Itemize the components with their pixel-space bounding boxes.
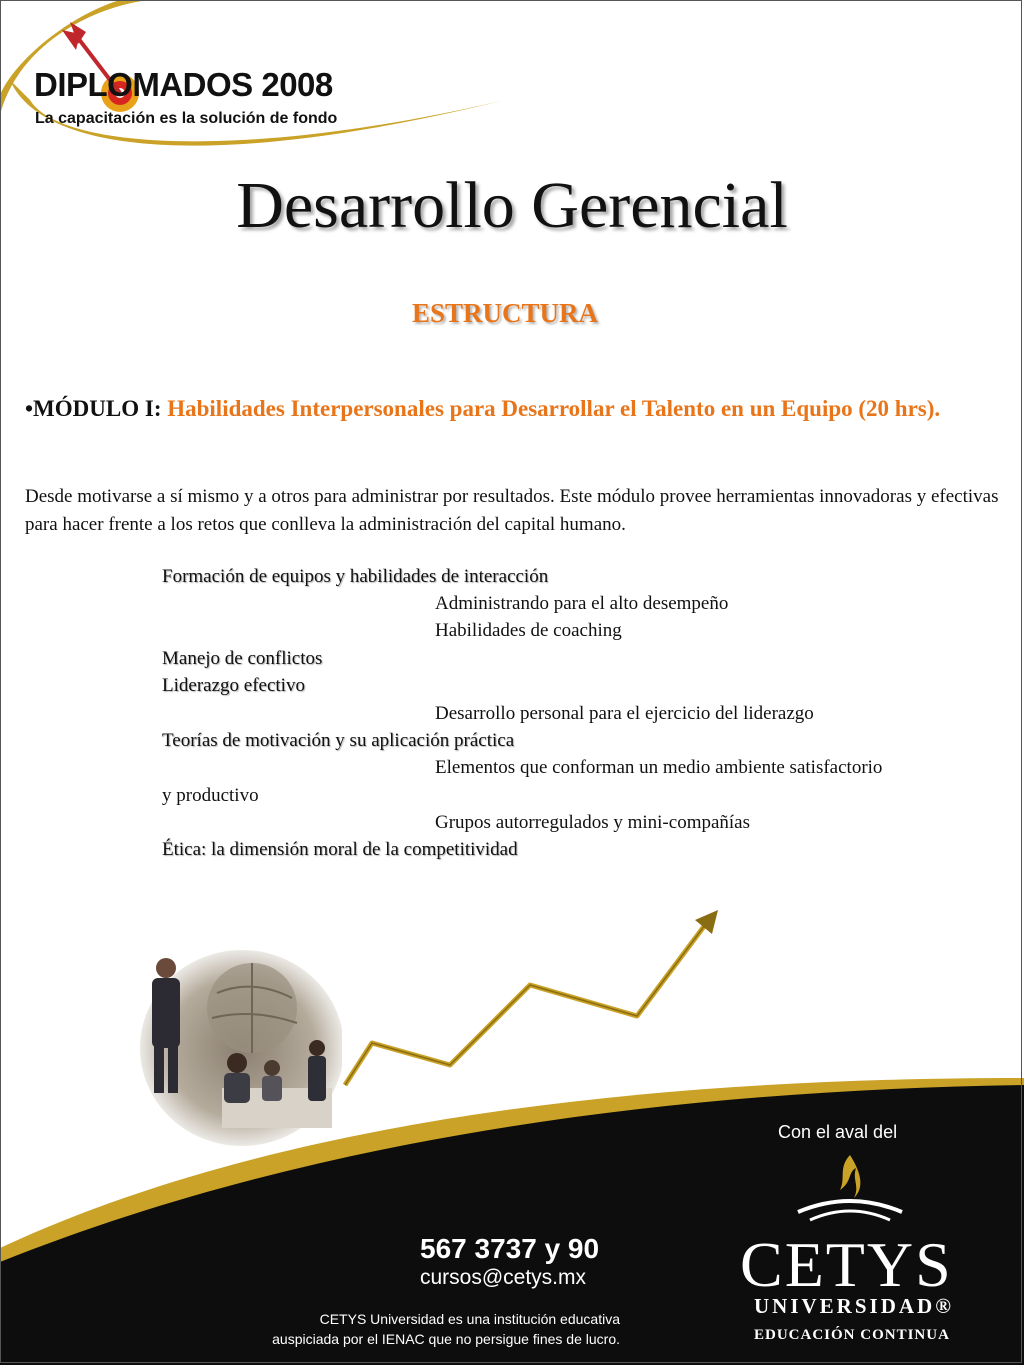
cetys-universidad: UNIVERSIDAD® [754, 1294, 954, 1318]
module-label: •MÓDULO I [25, 396, 154, 421]
subtopic-item: Habilidades de coaching [435, 620, 622, 641]
disclaimer-line: auspiciada por el IENAC que no persigue fines de lucro. [272, 1331, 620, 1347]
module-heading [25, 393, 1000, 425]
endorsement-label: Con el aval del [778, 1122, 898, 1142]
topic-item: Manejo de conflictos [162, 648, 323, 669]
page-title: Desarrollo Gerencial [236, 169, 788, 242]
module-description: Desde motivarse a sí mismo y a otros para administrar por resultados. Este módulo provee herramientas innovadoras y efectivas para hacer frente a los retos que conlleva la administración del capital humano. [25, 486, 999, 535]
subtopic-item: Desarrollo personal para el ejercicio del liderazgo [435, 703, 814, 724]
section-title: ESTRUCTURA [411, 298, 599, 328]
cetys-wordmark: CETYS [740, 1229, 953, 1300]
business-people-photo [132, 948, 342, 1148]
subtopic-item: Administrando para el alto desempeño [435, 593, 729, 614]
brand-title: DIPLOMADOS 2008 [34, 66, 333, 103]
topic-item: Liderazgo efectivo [162, 675, 305, 696]
disclaimer [270, 1309, 620, 1349]
contact-email[interactable]: cursos@cetys.mx [420, 1266, 587, 1289]
subtopic-item: Elementos que conforman un medio ambiente satisfactorio [435, 757, 883, 778]
module-separator: : [153, 396, 168, 421]
topic-item: Ética: la dimensión moral de la competitividad [162, 839, 518, 860]
subtopic-item-continued: y productivo [162, 785, 259, 806]
contact-phone: 567 3737 y 90 [420, 1233, 600, 1264]
topic-item: Teorías de motivación y su aplicación práctica [162, 730, 515, 751]
flame-emblem-icon [790, 1150, 910, 1230]
subtopic-item: Grupos autorregulados y mini-compañías [435, 812, 751, 833]
module-name: Habilidades Interpersonales para Desarrollar el Talento en un Equipo (20 hrs). [167, 396, 941, 421]
cetys-unit: EDUCACIÓN CONTINUA [754, 1327, 950, 1343]
disclaimer-line: CETYS Universidad es una institución educativa [319, 1311, 620, 1327]
brand-subtitle: La capacitación es la solución de fondo [35, 110, 338, 127]
topic-item: Formación de equipos y habilidades de interacción [162, 566, 549, 587]
